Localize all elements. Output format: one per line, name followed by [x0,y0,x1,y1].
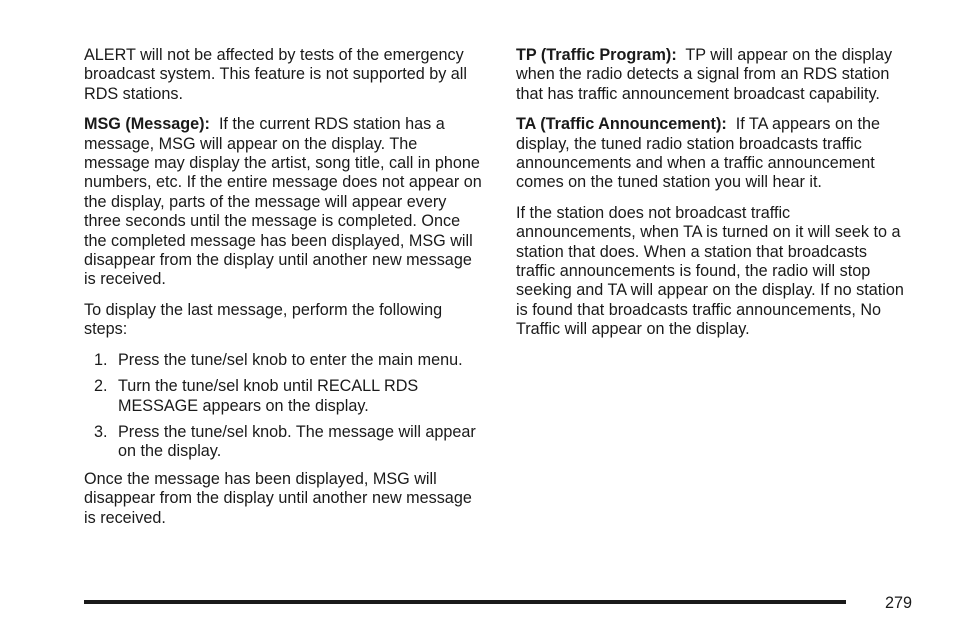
closing-paragraph: Once the message has been displayed, MSG will disappear from the display until another new message is received. [84,469,472,527]
msg-text: If the current RDS station has a message, MSG will appear on the display. The message may display the artist, song title, call in phone numbers, etc. If the entire message does not appear on the display, parts of the message will appear every three seconds until the message is completed. Once the completed message has been displayed, MSG will disappear from the display until another new message is received. [84,115,482,289]
step-text: Turn the tune/sel knob until RECALL RDS MESSAGE appears on the display. [118,377,419,415]
right-column [516,46,908,351]
step-text: Press the tune/sel knob to enter the main menu. [118,350,463,369]
step-number: 1. [94,350,108,369]
list-item [84,377,484,416]
msg-label: MSG (Message): [84,115,210,134]
step-number: 3. [94,422,108,441]
station-paragraph: If the station does not broadcast traffic announcements, when TA is turned on it will seek to a station that does. When a station that broadcasts traffic announcements is found, the radio will stop seeking and TA will appear on the display. If no station is found that broadcasts traffic announcements, No Traffic will appear on the display. [516,203,904,339]
ta-text: If TA appears on the display, the tuned radio station broadcasts traffic announcements and when a traffic announcement comes on the tuned station you will hear it. [516,115,881,192]
ta-label: TA (Traffic Announcement): [516,115,727,134]
page-number: 279 [885,594,913,612]
step-text: Press the tune/sel knob. The message will appear on the display. [118,422,476,461]
msg-paragraph [84,115,484,290]
alert-paragraph: ALERT will not be affected by tests of the emergency broadcast system. This feature is not supported by all RDS stations. [84,46,467,103]
left-column [84,46,484,539]
list-item [84,351,484,370]
tp-label: TP (Traffic Program): [516,46,677,64]
tp-paragraph [516,46,908,104]
footer-rule [84,600,846,604]
list-item [84,423,484,462]
steps-intro: To display the last message, perform the following steps: [84,300,443,339]
tp-text: TP will appear on the display when the radio detects a signal from an RDS station that has traffic announcement broadcast capability. [516,46,893,103]
ta-paragraph [516,115,908,193]
step-number: 2. [94,377,108,396]
steps-list [84,351,484,462]
